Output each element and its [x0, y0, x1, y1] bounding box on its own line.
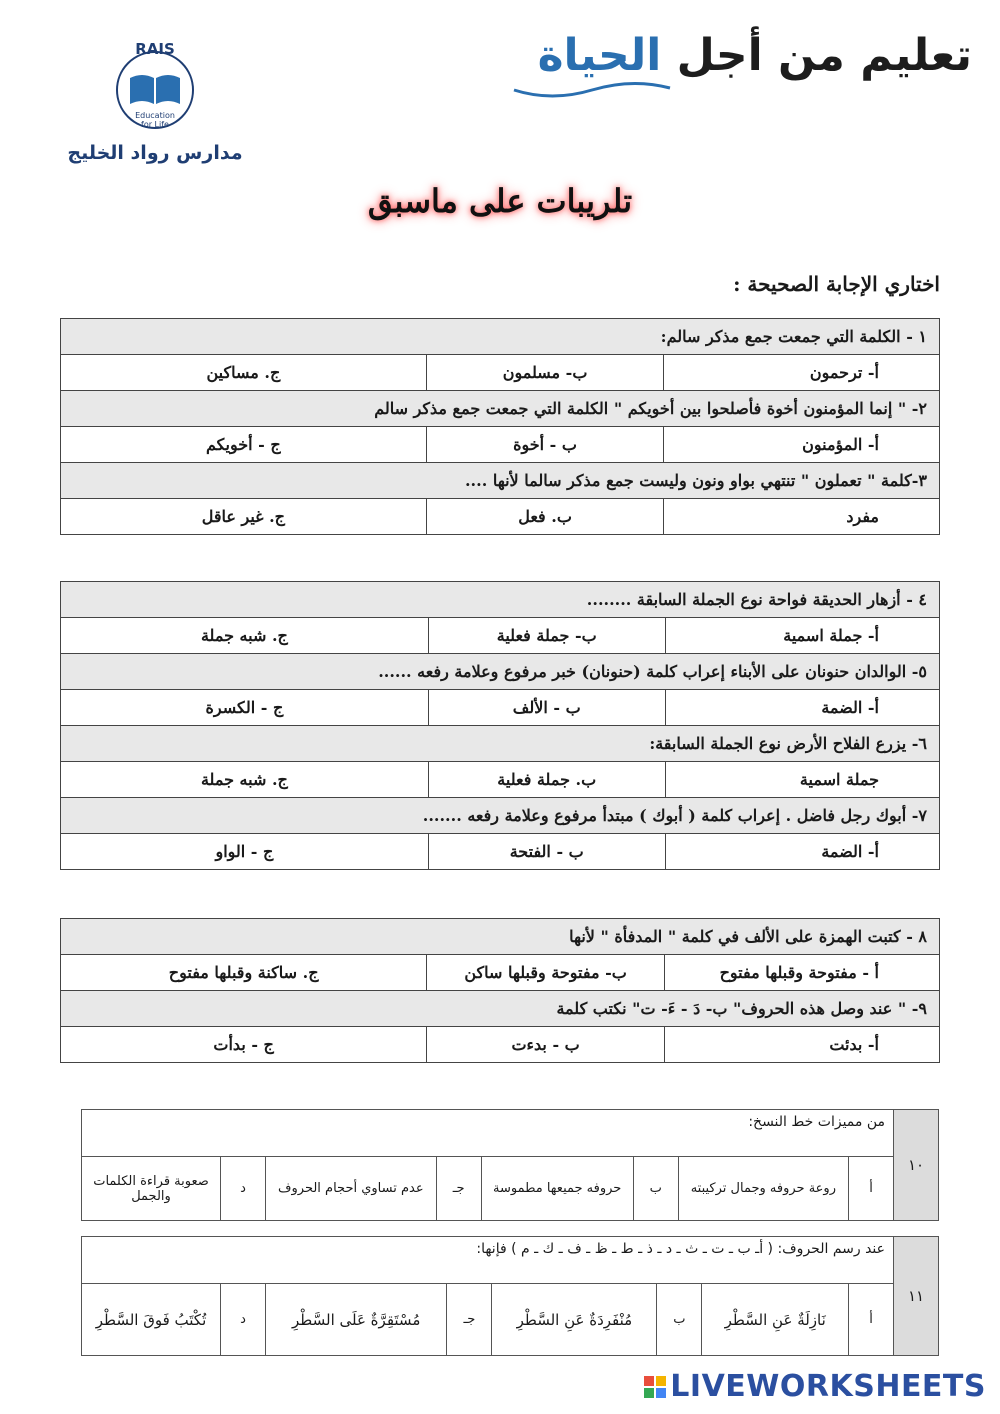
logo-sub-1: Education [135, 111, 175, 120]
logo-sub-2: for Life [141, 120, 169, 129]
question-stem: ٦- يزرع الفلاح الأرض نوع الجملة السابقة: [61, 726, 940, 762]
brand-slogan-main: تعليم من أجل [661, 30, 972, 81]
option-a[interactable]: أ- الضمة [665, 690, 939, 726]
option-letter: أ [849, 1157, 894, 1221]
option-a[interactable]: أ- جملة اسمية [665, 618, 939, 654]
question-stem: ٧- أبوك رجل فاضل . إعراب كلمة ( أبوك ) مبتدأ مرفوع وعلامة رفعه ....... [61, 798, 940, 834]
option-c[interactable]: ج - الواو [61, 834, 429, 870]
school-logo [60, 38, 260, 178]
option-letter: جـ [447, 1284, 492, 1356]
question-stem: عند رسم الحروف: ( أـ ب ـ ت ـ ث ـ د ـ ذ ـ ط ـ ظ ـ ف ـ ك ـ م ) فإنها: [82, 1237, 894, 1284]
option-letter: ب [633, 1157, 678, 1221]
question-stem: ٤ - أزهار الحديقة فواحة نوع الجملة السابقة ........ [61, 582, 940, 618]
option-c[interactable]: ج. ساكنة وقبلها مفتوح [61, 955, 427, 991]
option-letter: د [221, 1284, 266, 1356]
option-b[interactable]: ب- مسلمون [426, 355, 664, 391]
question-stem: ٩- " عند وصل هذه الحروف" ب- دَ - ءَ- ت" نكتب كلمة [61, 991, 940, 1027]
question-table-1 [60, 318, 940, 535]
option-b[interactable]: ب - الفتحة [428, 834, 665, 870]
option-b[interactable]: ب- جملة فعلية [428, 618, 665, 654]
option-letter: أ [849, 1284, 894, 1356]
question-stem: من مميزات خط النسخ: [82, 1110, 894, 1157]
option-c[interactable]: ج. مساكين [61, 355, 427, 391]
question-table-10 [81, 1109, 939, 1221]
question-number: ١٠ [894, 1110, 939, 1221]
brand-slogan-highlight: الحياة [537, 30, 662, 81]
book-logo-icon [60, 38, 250, 142]
option-d[interactable]: صعوبة قراءة الكلمات والجمل [82, 1157, 221, 1221]
option-a[interactable]: مفرد [664, 499, 940, 535]
instruction: اختاري الإجابة الصحيحة : [733, 272, 940, 296]
option-b[interactable]: ب - بدءت [427, 1027, 665, 1063]
option-c[interactable]: عدم تساوي أحجام الحروف [266, 1157, 437, 1221]
option-a[interactable]: روعة حروفه وجمال تركيبته [678, 1157, 848, 1221]
question-table-3 [60, 918, 940, 1063]
question-stem: ٨ - كتبت الهمزة على الألف في كلمة " المدفأة " لأنها [61, 919, 940, 955]
option-a[interactable]: أ - مفتوحة وقبلها مفتوح [664, 955, 939, 991]
brand-slogan [512, 30, 972, 81]
brand-wave-icon [512, 80, 672, 100]
question-stem: ٢- " إنما المؤمنون أخوة فأصلحوا بين أخويكم " الكلمة التي جمعت جمع مذكر سالم [61, 391, 940, 427]
question-stem: ٥- الوالدان حنونان على الأبناء إعراب كلمة (حنونان) خبر مرفوع وعلامة رفعه ...... [61, 654, 940, 690]
option-b[interactable]: ب- مفتوحة وقبلها ساكن [427, 955, 665, 991]
page-title: تلريبات على ماسبق [367, 182, 633, 220]
liveworksheets-logo-icon [644, 1376, 666, 1398]
question-stem: ١ - الكلمة التي جمعت جمع مذكر سالم: [61, 319, 940, 355]
option-b[interactable]: ب. جملة فعلية [428, 762, 665, 798]
option-a[interactable]: أ- بدئت [664, 1027, 939, 1063]
option-a[interactable]: جملة اسمية [665, 762, 939, 798]
option-letter: ب [657, 1284, 702, 1356]
option-c[interactable]: ج. غير عاقل [61, 499, 427, 535]
option-a[interactable]: أ- ترحمون [664, 355, 940, 391]
option-c[interactable]: ج. شبه جملة [61, 618, 429, 654]
option-c[interactable]: مُسْتَقِرَّةٌ عَلَى السَّطْرِ [266, 1284, 447, 1356]
option-c[interactable]: ج - الكسرة [61, 690, 429, 726]
watermark-text: LIVEWORKSHEETS [670, 1369, 986, 1404]
option-b[interactable]: ب - أخوة [426, 427, 664, 463]
option-b[interactable]: حروفه جميعها مطموسة [481, 1157, 633, 1221]
option-c[interactable]: ج - بدأت [61, 1027, 427, 1063]
liveworksheets-watermark [644, 1369, 986, 1404]
question-table-2 [60, 581, 940, 870]
option-c[interactable]: ج - أخويكم [61, 427, 427, 463]
option-letter: جـ [436, 1157, 481, 1221]
option-b[interactable]: ب - الألف [428, 690, 665, 726]
school-name: مدارس رواد الخليج [67, 142, 243, 164]
logo-top-text: RAIS [135, 40, 175, 58]
option-a[interactable]: نَازِلَةٌ عَنِ السَّطْرِ [702, 1284, 849, 1356]
option-b[interactable]: ب. فعل [426, 499, 664, 535]
question-table-11 [81, 1236, 939, 1356]
option-d[interactable]: تُكْتَبُ فَوقَ السَّطْرِ [82, 1284, 221, 1356]
option-b[interactable]: مُنْفَرِدَةٌ عَنِ السَّطْرِ [492, 1284, 657, 1356]
option-a[interactable]: أ- المؤمنون [664, 427, 940, 463]
option-c[interactable]: ج. شبه جملة [61, 762, 429, 798]
question-number: ١١ [894, 1237, 939, 1356]
question-stem: ٣-كلمة " تعملون " تنتهي بواو ونون وليست جمع مذكر سالما لأنها .... [61, 463, 940, 499]
option-letter: د [221, 1157, 266, 1221]
option-a[interactable]: أ- الضمة [665, 834, 939, 870]
brand-header [512, 30, 972, 100]
